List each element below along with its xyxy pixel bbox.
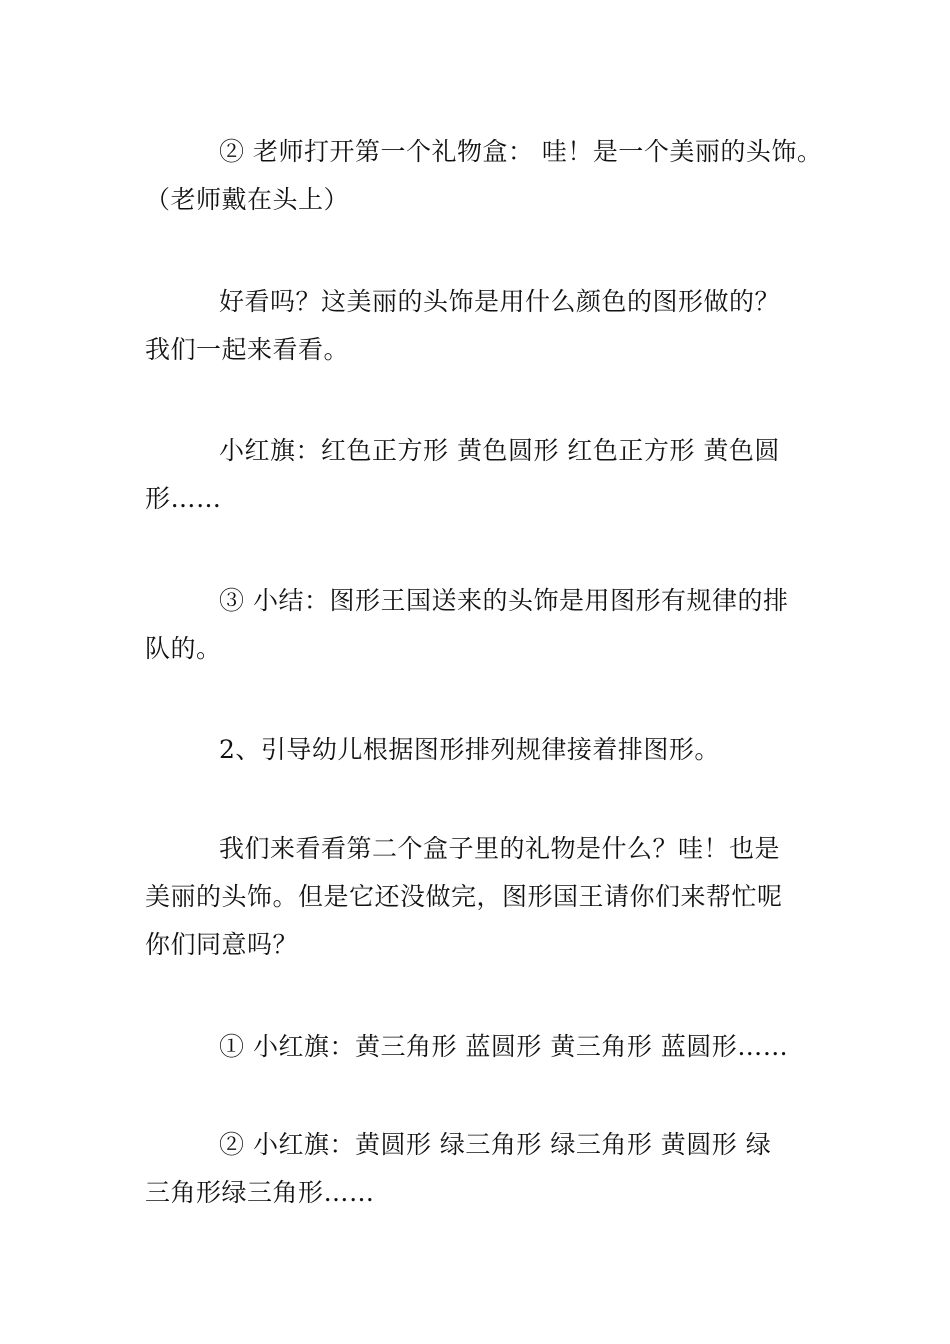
paragraph-question-colors <box>145 278 815 374</box>
paragraph-second-box <box>145 825 815 969</box>
text-line: ② 小红旗：黄圆形 绿三角形 绿三角形 黄圆形 绿 <box>219 1130 772 1159</box>
paragraph-pattern-1 <box>145 1023 815 1071</box>
text-line: 你们同意吗？ <box>145 930 299 959</box>
paragraph-red-flag-pattern <box>145 427 815 523</box>
text-line: ③ 小结：图形王国送来的头饰是用图形有规律的排 <box>219 586 789 615</box>
paragraph-pattern-2 <box>145 1121 815 1217</box>
section-heading-step-2 <box>145 726 815 774</box>
text-line: 形…… <box>145 484 222 513</box>
text-line: ② 老师打开第一个礼物盒： 哇！是一个美丽的头饰。 <box>219 137 823 166</box>
text-line: 美丽的头饰。但是它还没做完，图形国王请你们来帮忙呢 <box>145 882 783 911</box>
text-line: 三角形绿三角形…… <box>145 1178 375 1207</box>
text-line: 2、引导幼儿根据图形排列规律接着排图形。 <box>219 735 720 764</box>
text-line: （老师戴在头上） <box>145 185 350 214</box>
text-line: 好看吗？这美丽的头饰是用什么颜色的图形做的？ <box>219 287 781 316</box>
text-line: 我们一起来看看。 <box>145 335 350 364</box>
text-line: ① 小红旗：黄三角形 蓝圆形 黄三角形 蓝圆形…… <box>219 1032 789 1061</box>
paragraph-open-first-gift <box>145 128 823 224</box>
paragraph-summary <box>145 577 815 673</box>
text-line: 队的。 <box>145 634 222 663</box>
text-line: 小红旗：红色正方形 黄色圆形 红色正方形 黄色圆 <box>219 436 780 465</box>
text-line: 我们来看看第二个盒子里的礼物是什么？哇！也是 <box>219 834 781 863</box>
